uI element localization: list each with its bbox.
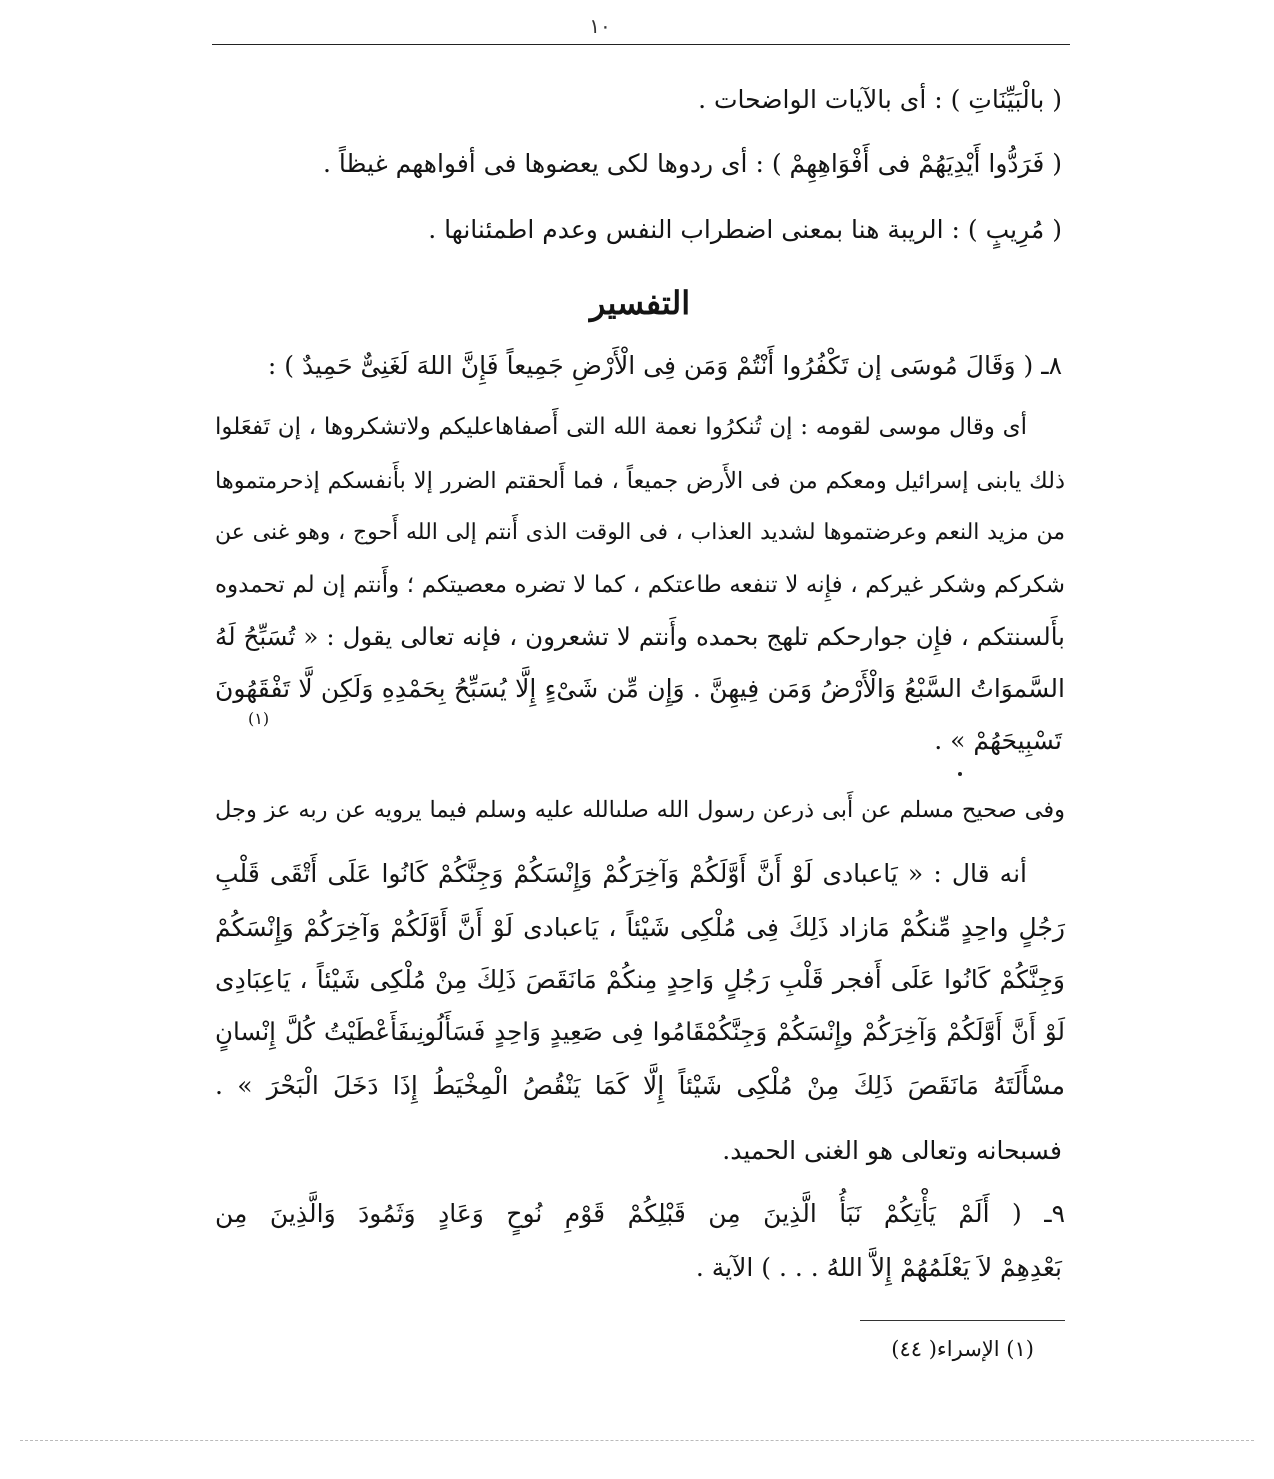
header-rule [212, 44, 1070, 45]
glossary-line-2: ( فَرَدُّوا أَيْدِيَهُمْ فى أَفْوَاهِهِمْ ) : أى ردوها لكى يعضوها فى أفواههم غيظاً . [323, 149, 1062, 178]
footnote-rule [860, 1320, 1065, 1321]
para1-line-4: شكركم وشكر غيركم ، فإِنه لا تنفعه طاعتكم ، كما لا تضره معصيتكم ؛ وأَنتم إن لم تحمدوه [215, 572, 1065, 598]
para2-line-4: وَجِنَّكُمْ كَانُوا عَلَى أَفجر قَلْبِ رَجُلٍ وَاحِدٍ مِنكُمْ مَانَقَصَ ذَلِكَ مِنْ مُلْكِى شَيْئاً ، يَاعِبَادِى [215, 965, 1065, 994]
verse-9-line-1: ٩ـ ( أَلَمْ يَأْتِكُمْ نَبَأُ الَّذِينَ مِن قَبْلِكُمْ قَوْمِ نُوحٍ وَعَادٍ وَثَمُودَ وَالَّذِينَ مِن [215, 1199, 1065, 1228]
para1-line-7: تَسْبِيحَهُمْ » . [934, 726, 1062, 755]
para2-line-1: وفى صحيح مسلم عن أَبى ذرعن رسول الله صلىالله عليه وسلم فيما يرويه عن ربه عز وجل [215, 797, 1065, 823]
para1-line-3: من مزيد النعم وعرضتموها لشديد العذاب ، فى الوقت الذى أَنتم إلى الله أَحوج ، وهو غنى عن [215, 520, 1065, 545]
closing-line: فسبحانه وتعالى هو الغنى الحميد. [722, 1136, 1062, 1165]
para2-line-2: أنه قال : « يَاعبادى لَوْ أَنَّ أَوَّلَكُمْ وَآخِرَكُمْ وَإِنْسَكُمْ وَجِنَّكُمْ كَانُوا عَلَى أَتْقَى قَلْبِ [215, 859, 1027, 888]
verse-9-line-2: بَعْدِهِمْ لاَ يَعْلَمُهُمْ إِلاَّ اللهُ . . . ) الآية . [695, 1253, 1062, 1282]
para1-line-2: ذلك يابنى إسرائيل ومعكم من فى الأَرض جميعاً ، فما أَلحقتم الضرر إلا بأَنفسكم إذحرمتموها [215, 468, 1065, 494]
page-number: ١٠ [589, 14, 611, 38]
verse-8: ٨ـ ( وَقَالَ مُوسَى إن تَكْفُرُوا أَنْتُمْ وَمَن فِى الْأَرْضِ جَمِيعاً فَإِنَّ اللهَ لَغَنِىٌّ حَمِيدٌ ) : [267, 351, 1062, 380]
stray-dot [958, 772, 962, 776]
footnote: (١) الإسراء( ٤٤) [891, 1337, 1034, 1361]
para2-line-3: رَجُلٍ واحِدٍ مِّنكُمْ مَازاد ذَلِكَ فِى مُلْكِى شَيْئاً ، يَاعبادى لَوْ أَنَّ أَوَّلَكُمْ وَآخِرَكُمْ وَإِنْسَكُمْ [215, 913, 1065, 942]
section-heading: التفسير [589, 284, 691, 322]
scan-edge-line [20, 1440, 1254, 1441]
glossary-line-3: ( مُرِيبٍ ) : الريبة هنا بمعنى اضطراب النفس وعدم اطمئنانها . [428, 215, 1062, 244]
footnote-marker: (١) [248, 709, 270, 728]
para1-line-1: أى وقال موسى لقومه : إن تُنكرُوا نعمة الله التى أَصفاهاعليكم ولاتشكروها ، إن تَفعَلوا [215, 414, 1027, 440]
para2-line-6: مسْأَلَتَهُ مَانَقَصَ ذَلِكَ مِنْ مُلْكِى شَيْئاً إِلَّا كَمَا يَنْقُصُ الْمِخْيَطُ إِذَا دَخَلَ الْبَحْرَ » . [215, 1071, 1065, 1100]
para1-line-5: بأَلسنتكم ، فإِن جوارحكم تلهج بحمده وأَنتم لا تشعرون ، فإنه تعالى يقول : « تُسَبِّحُ لَهُ [215, 622, 1065, 651]
glossary-line-1: ( بالْبَيِّنَاتِ ) : أى بالآيات الواضحات . [698, 85, 1062, 114]
para1-line-6: السَّموَاتُ السَّبْعُ وَالْأَرْضُ وَمَن فِيهِنَّ . وَإِن مِّن شَىْءٍ إِلَّا يُسَبِّحُ بِحَمْدِهِ وَلَكِن لَّا تَفْقَهُونَ [215, 674, 1065, 703]
para2-line-5: لَوْ أَنَّ أَوَّلَكُمْ وَآخِرَكُمْ وإِنْسَكُمْ وَجِنَّكُمْقَامُوا فِى صَعِيدٍ وَاحِدٍ فَسَأَلُونِىفَأَعْطَيْتُ كُلَّ إِنْسانٍ [215, 1017, 1065, 1046]
